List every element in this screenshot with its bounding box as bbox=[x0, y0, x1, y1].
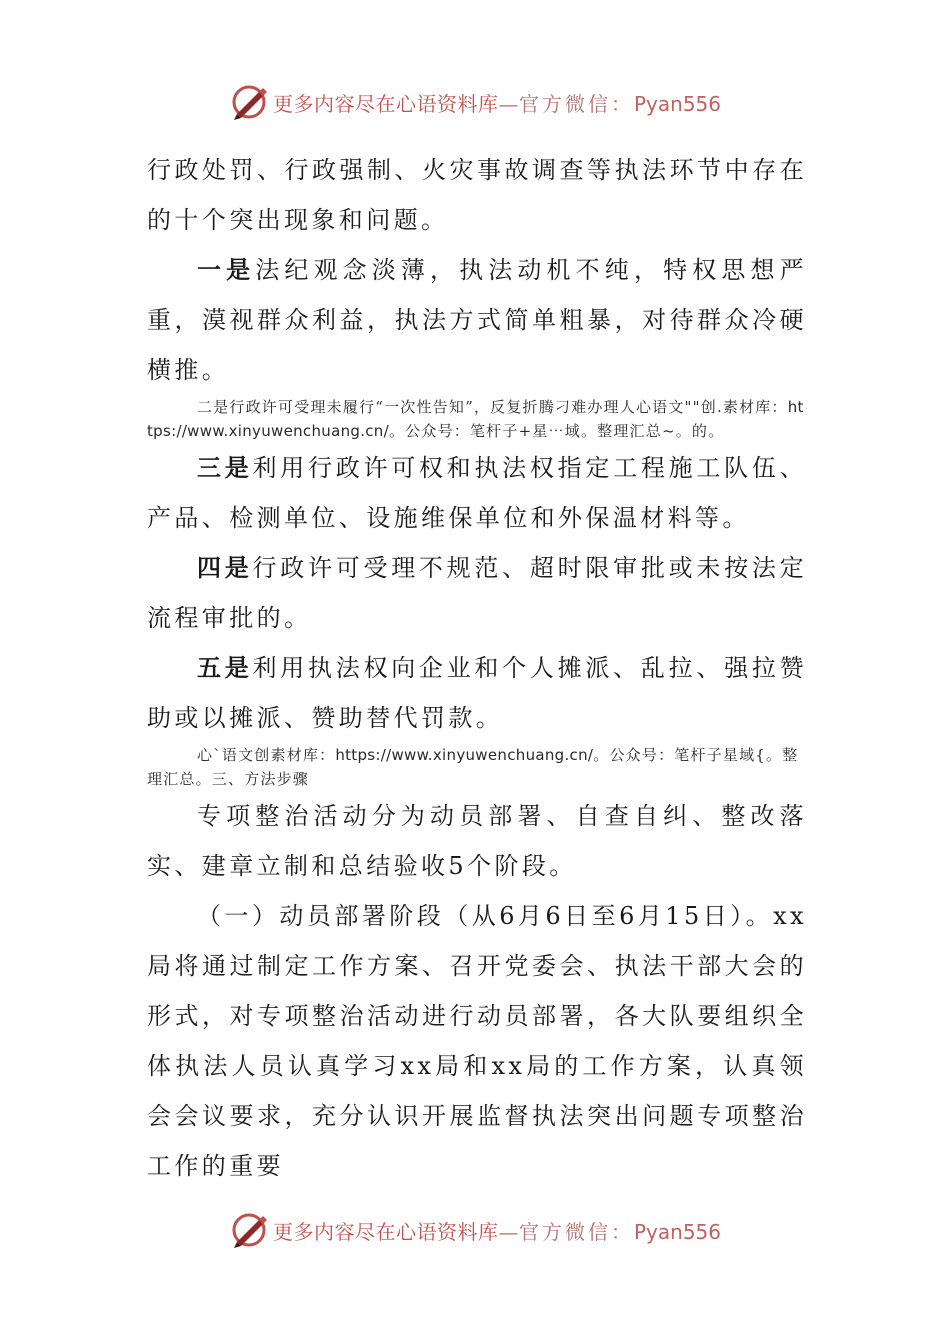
item-4-lead: 四是 bbox=[197, 553, 253, 582]
header-banner bbox=[0, 80, 950, 124]
item-3-text: 利用行政许可权和执法权指定工程施工队伍、产品、检测单位、设施维保单位和外保温材料等。 bbox=[147, 454, 807, 532]
item-5-lead: 五是 bbox=[197, 653, 253, 682]
item-4-text: 行政许可受理不规范、超时限审批或未按法定流程审批的。 bbox=[147, 554, 807, 632]
paragraph-item-5 bbox=[147, 643, 807, 743]
document-body bbox=[147, 145, 807, 1191]
banner-site-text: 更多内容尽在心语资料库 bbox=[272, 1219, 499, 1244]
banner-dash: — bbox=[498, 91, 519, 116]
banner-site-text: 更多内容尽在心语资料库 bbox=[272, 91, 499, 116]
item-5-text: 利用执法权向企业和个人摊派、乱拉、强拉赞助或以摊派、赞助替代罚款。 bbox=[147, 654, 807, 732]
note-1-url: https://www.xinyuwenchuang.cn/ bbox=[147, 398, 804, 440]
item-1-lead: 一是 bbox=[197, 255, 256, 284]
watermark-note-1 bbox=[147, 395, 807, 443]
pen-seal-logo-icon bbox=[229, 82, 269, 122]
paragraph-item-1 bbox=[147, 245, 807, 395]
banner-label: 官方微信： bbox=[518, 91, 634, 116]
note-1-text-b: 。公众号：笔杆子+星⋯域。整理汇总~。的。 bbox=[388, 422, 725, 440]
paragraph-phase-1: （一）动员部署阶段（从6月6日至6月15日）。xx局将通过制定工作方案、召开党委会、执法干部大会的形式，对专项整治活动进行动员部署，各大队要组织全体执法人员认真学习xx局和xx局的工作方案，认真领会会议要求，充分认识开展监督执法突出问题专项整治工作的重要 bbox=[147, 902, 807, 1180]
item-1-text: 法纪观念淡薄，执法动机不纯，特权思想严重，漠视群众利益，执法方式简单粗暴，对待群众冷硬横推。 bbox=[147, 256, 807, 384]
paragraph-phases: 专项整治活动分为动员部署、自查自纠、整改落实、建章立制和总结验收5个阶段。 bbox=[147, 802, 807, 880]
footer-banner bbox=[0, 1208, 950, 1252]
note-2-text-a: 心`语文创素材库： bbox=[197, 746, 336, 764]
banner-label: 官方微信： bbox=[518, 1219, 634, 1244]
banner-text bbox=[273, 1216, 721, 1245]
item-3-lead: 三是 bbox=[197, 453, 253, 482]
paragraph-item-3 bbox=[147, 443, 807, 543]
banner-wechat-handle: Pyan556 bbox=[633, 91, 721, 116]
paragraph-intro: 行政处罚、行政强制、火灾事故调查等执法环节中存在的十个突出现象和问题。 bbox=[147, 156, 807, 234]
banner-text bbox=[273, 88, 721, 117]
note-1-text-a: 二是行政许可受理未履行“一次性告知”，反复折腾刁难办理人心语文""创.素材库： bbox=[197, 398, 788, 416]
note-2-url: https://www.xinyuwenchuang.cn/ bbox=[335, 746, 594, 764]
paragraph-item-4 bbox=[147, 543, 807, 643]
banner-wechat-handle: Pyan556 bbox=[633, 1219, 721, 1244]
pen-seal-logo-icon bbox=[229, 1210, 269, 1250]
banner-dash: — bbox=[498, 1219, 519, 1244]
watermark-note-2 bbox=[147, 743, 807, 791]
note-2-text-b: 。公众号：笔杆子星域{。整理汇总。三、方法步骤 bbox=[147, 746, 799, 788]
